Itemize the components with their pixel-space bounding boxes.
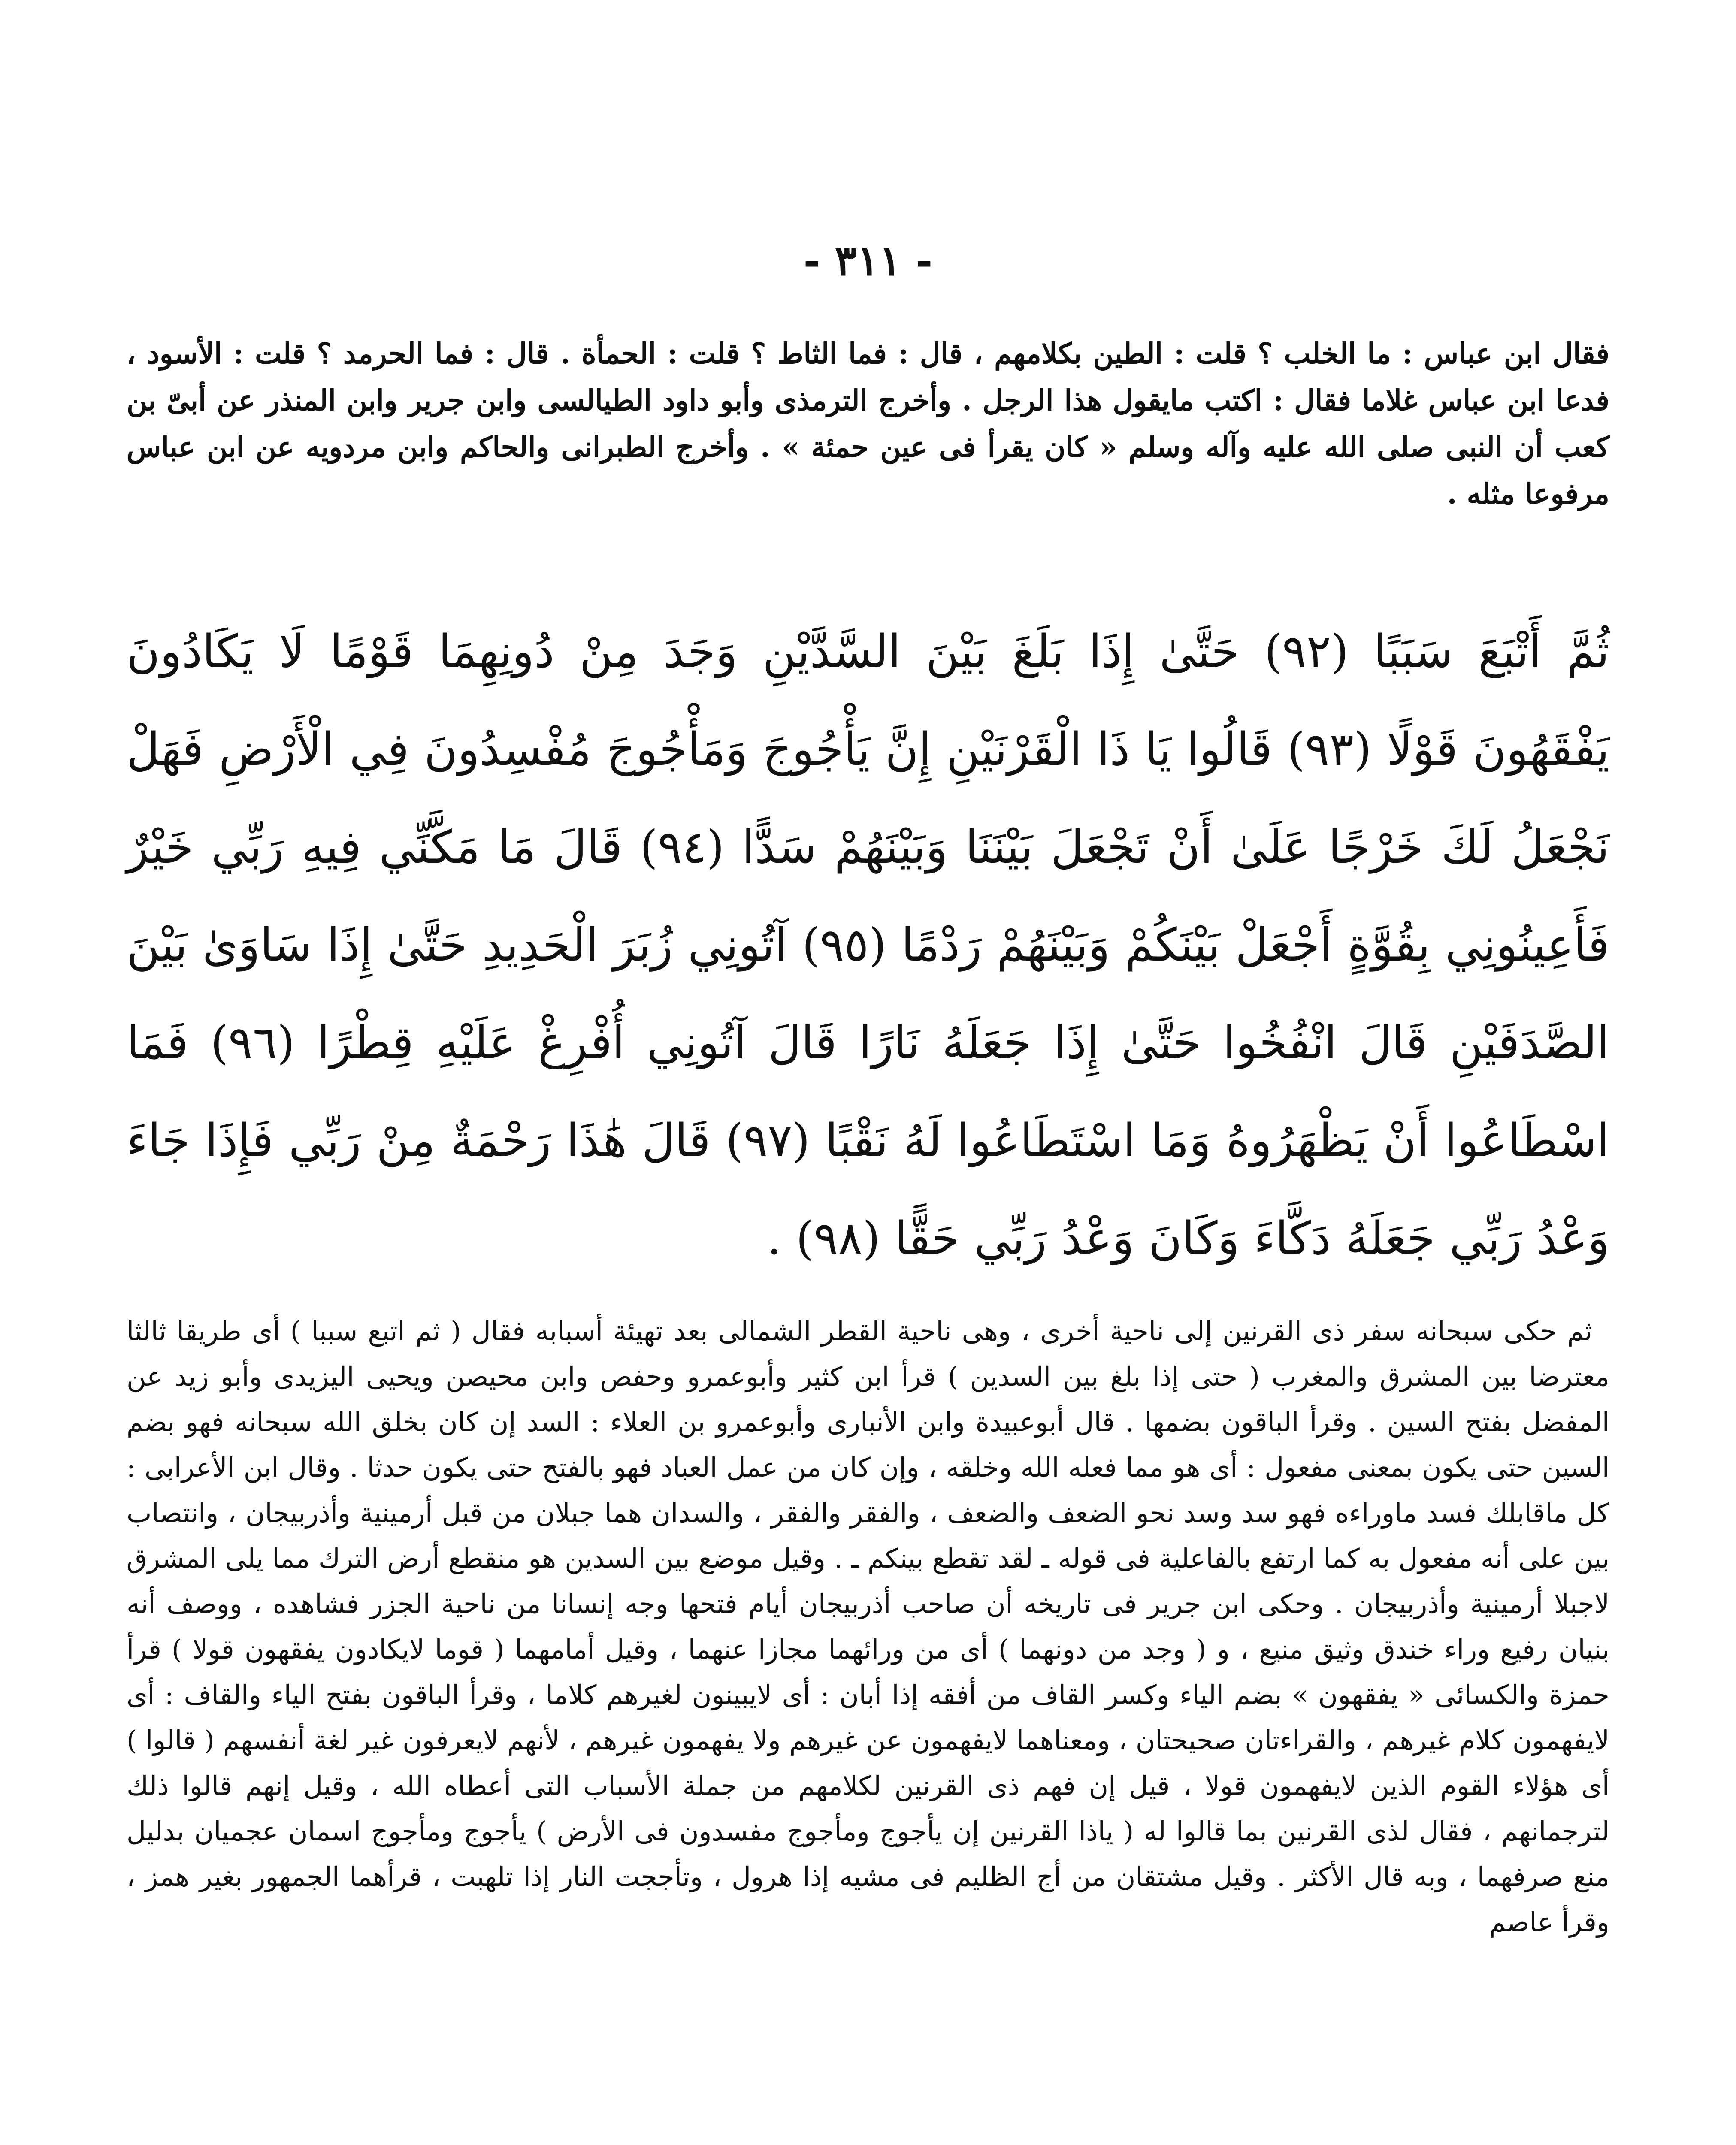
quran-verses-block	[127, 603, 1609, 1287]
page-number: - ٣١١ -	[803, 236, 933, 285]
quran-verses: ثُمَّ أَتْبَعَ سَبَبًا (٩٢) حَتَّىٰ إِذَا بَلَغَ بَيْنَ السَّدَّيْنِ وَجَدَ مِنْ دُونِهِمَا قَوْمًا لَا يَكَادُونَ يَفْقَهُونَ قَوْلًا (٩٣) قَالُوا يَا ذَا الْقَرْنَيْنِ إِنَّ يَأْجُوجَ وَمَأْجُوجَ مُفْسِدُونَ فِي الْأَرْضِ فَهَلْ نَجْعَلُ لَكَ خَرْجًا عَلَىٰ أَنْ تَجْعَلَ بَيْنَنَا وَبَيْنَهُمْ سَدًّا (٩٤) قَالَ مَا مَكَّنِّي فِيهِ رَبِّي خَيْرٌ فَأَعِينُونِي بِقُوَّةٍ أَجْعَلْ بَيْنَكُمْ وَبَيْنَهُمْ رَدْمًا (٩٥) آتُونِي زُبَرَ الْحَدِيدِ حَتَّىٰ إِذَا سَاوَىٰ بَيْنَ الصَّدَفَيْنِ قَالَ انْفُخُوا حَتَّىٰ إِذَا جَعَلَهُ نَارًا قَالَ آتُونِي أُفْرِغْ عَلَيْهِ قِطْرًا (٩٦) فَمَا اسْطَاعُوا أَنْ يَظْهَرُوهُ وَمَا اسْتَطَاعُوا لَهُ نَقْبًا (٩٧) قَالَ هَٰذَا رَحْمَةٌ مِنْ رَبِّي فَإِذَا جَاءَ وَعْدُ رَبِّي جَعَلَهُ دَكَّاءَ وَكَانَ وَعْدُ رَبِّي حَقًّا (٩٨) .	[127, 625, 1609, 1265]
intro-paragraph-block	[127, 330, 1609, 517]
intro-paragraph: فقال ابن عباس : ما الخلب ؟ قلت : الطين بكلامهم ، قال : فما الثاط ؟ قلت : الحمأة . قال : فما الحرمد ؟ قلت : الأسود ، فدعا ابن عباس غلاما فقال : اكتب مايقول هذا الرجل . وأخرج الترمذى وأبو داود الطيالسى وابن جرير وابن المنذر عن أبىّ بن كعب أن النبى صلى الله عليه وآله وسلم « كان يقرأ فى عين حمئة » . وأخرج الطبرانى والحاكم وابن مردويه عن ابن عباس مرفوعا مثله .	[127, 337, 1609, 511]
commentary-paragraph: ثم حكى سبحانه سفر ذى القرنين إلى ناحية أخرى ، وهى ناحية القطر الشمالى بعد تهيئة أسبابه فقال ( ثم اتبع سببا ) أى طريقا ثالثا معترضا بين المشرق والمغرب ( حتى إذا بلغ بين السدين ) قرأ ابن كثير وأبوعمرو وحفص وابن محيصن ويحيى اليزيدى وأبو زيد عن المفضل بفتح السين . وقرأ الباقون بضمها . قال أبوعبيدة وابن الأنبارى وأبوعمرو بن العلاء : السد إن كان بخلق الله سبحانه فهو بضم السين حتى يكون بمعنى مفعول : أى هو مما فعله الله وخلقه ، وإن كان من عمل العباد فهو بالفتح حتى يكون حدثا . وقال ابن الأعرابى : كل ماقابلك فسد ماوراءه فهو سد وسد نحو الضعف والضعف ، والفقر والفقر ، والسدان هما جبلان من قبل أرمينية وأذربيجان ، وانتصاب بين على أنه مفعول به كما ارتفع بالفاعلية فى قوله ـ لقد تقطع بينكم ـ . وقيل موضع بين السدين هو منقطع أرض الترك مما يلى المشرق لاجبلا أرمينية وأذربيجان . وحكى ابن جرير فى تاريخه أن صاحب أذربيجان أيام فتحها وجه إنسانا من ناحية الجزر فشاهده ، ووصف أنه بنيان رفيع وراء خندق وثيق منيع ، و ( وجد من دونهما ) أى من ورائهما مجازا عنهما ، وقيل أمامهما ( قوما لايكادون يفقهون قولا ) قرأ حمزة والكسائى « يفقهون » بضم الياء وكسر القاف من أفقه إذا أبان : أى لايبينون لغيرهم كلاما ، وقرأ الباقون بفتح الياء والقاف : أى لايفهمون كلام غيرهم ، والقراءتان صحيحتان ، ومعناهما لايفهمون عن غيرهم ولا يفهمون غيرهم ، لأنهم لايعرفون غير لغة أنفسهم ( قالوا ) أى هؤلاء القوم الذين لايفهمون قولا ، قيل إن فهم ذى القرنين لكلامهم من جملة الأسباب التى أعطاه الله ، وقيل إنهم قالوا ذلك لترجمانهم ، فقال لذى القرنين بما قالوا له ( ياذا القرنين إن يأجوج ومأجوج مفسدون فى الأرض ) يأجوج ومأجوج اسمان عجميان بدليل منع صرفهما ، وبه قال الأكثر . وقيل مشتقان من أج الظليم فى مشيه إذا هرول ، وتأججت النار إذا تلهبت ، قرأهما الجمهور بغير همز ، وقرأ عاصم	[127, 1315, 1609, 1938]
commentary-block	[127, 1308, 1609, 1945]
